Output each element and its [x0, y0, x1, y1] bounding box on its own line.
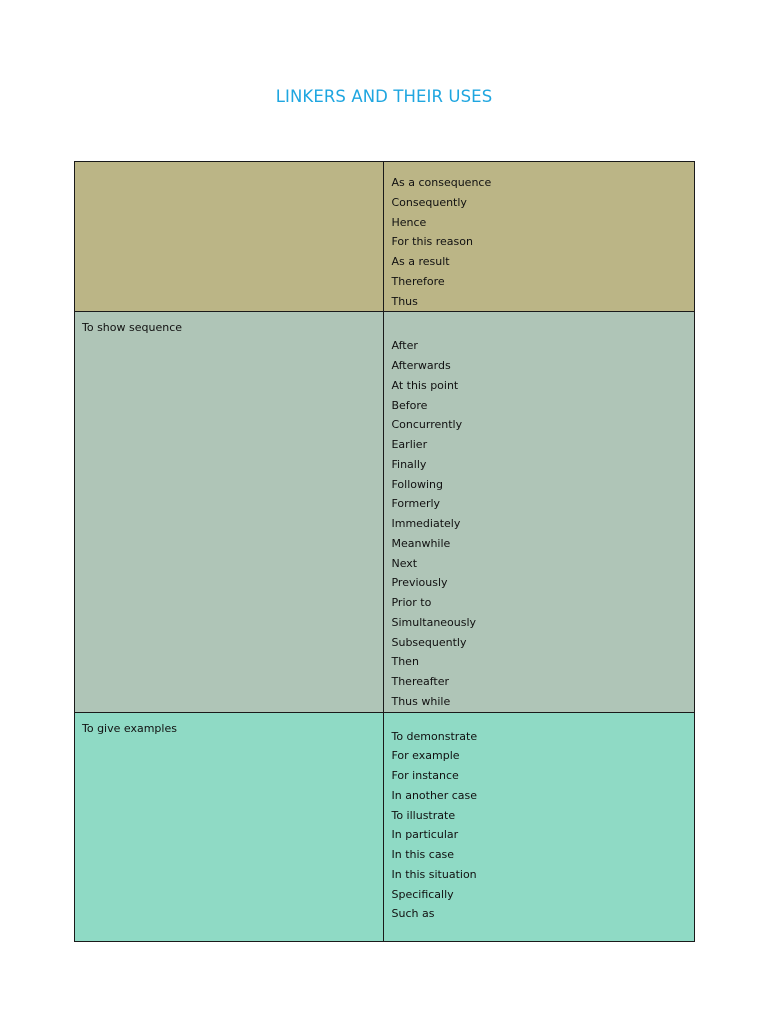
linker-item: Following [391, 477, 443, 491]
purpose-cell [75, 312, 384, 712]
linker-item: Next [391, 556, 418, 570]
purpose-cell [75, 162, 384, 312]
linkers-table [74, 161, 695, 942]
linker-item: Thus while [391, 694, 451, 708]
linkers-cell [384, 712, 695, 941]
table-row-sequence [75, 312, 695, 712]
linker-item: Meanwhile [391, 536, 451, 550]
linker-item: Simultaneously [391, 615, 477, 629]
linker-item: As a consequence [391, 176, 492, 189]
linker-item: Formerly [391, 497, 441, 511]
linker-item: For this reason [391, 235, 473, 249]
linker-item: In another case [391, 788, 477, 802]
linker-item: For instance [391, 769, 459, 782]
linker-item: To illustrate [391, 808, 456, 822]
linker-item: In this case [391, 848, 455, 861]
purpose-cell [75, 712, 384, 941]
linker-item: Then [391, 655, 419, 669]
linker-item: In particular [391, 828, 459, 842]
linker-item: Subsequently [391, 635, 467, 649]
linker-item: At this point [391, 378, 459, 392]
purpose-label [75, 162, 383, 171]
linker-item: Finally [391, 457, 427, 471]
linker-item: Prior to [391, 596, 432, 609]
table-row-consequence [75, 162, 695, 312]
linker-list [384, 713, 694, 925]
linkers-cell [384, 162, 695, 312]
linker-item: Hence [391, 215, 427, 229]
purpose-label: To give examples [82, 721, 177, 735]
linker-item: Immediately [391, 517, 461, 530]
linker-item: Earlier [391, 438, 428, 451]
linker-item: Afterwards [391, 359, 451, 372]
linker-item: To demonstrate [391, 729, 478, 743]
document-title: LINKERS AND THEIR USES [275, 87, 493, 106]
linker-item: After [391, 339, 418, 353]
linker-item: Thereafter [391, 675, 450, 688]
linker-item: Therefore [391, 274, 445, 288]
linker-item: Thus [391, 294, 418, 308]
linker-item: As a result [391, 255, 450, 268]
linker-item: Before [391, 398, 428, 412]
linker-item: Such as [391, 907, 435, 921]
purpose-label: To show sequence [82, 321, 183, 335]
linker-item: Specifically [391, 887, 454, 901]
linker-list [384, 312, 694, 711]
linker-item: Concurrently [391, 418, 463, 432]
linkers-cell [384, 312, 695, 712]
linker-list [384, 162, 694, 311]
linker-item: Previously [391, 576, 448, 590]
linker-item: In this situation [391, 867, 477, 881]
table-row-examples [75, 712, 695, 941]
linker-item: For example [391, 749, 460, 763]
linker-item: Consequently [391, 195, 467, 209]
